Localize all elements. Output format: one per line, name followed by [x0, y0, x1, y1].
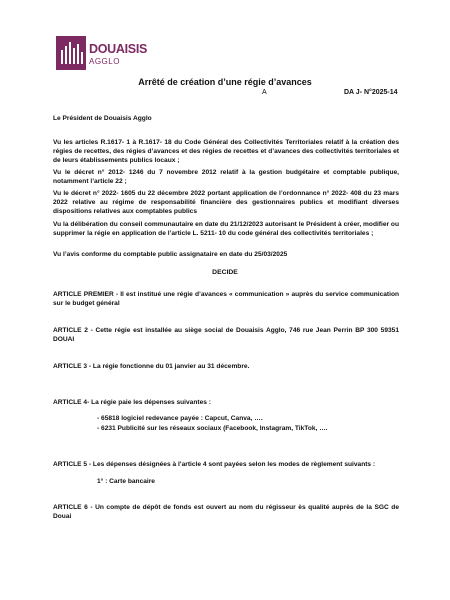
logo-subtitle: AGGLO [89, 57, 120, 66]
article-premier: ARTICLE PREMIER - Il est institué une régie d’avances « communication » auprès du service communication sur le budget général [53, 291, 399, 307]
list-item: 1° : Carte bancaire [97, 478, 155, 485]
reference-prefix: A [262, 89, 267, 96]
article-2: ARTICLE 2 - Cette régie est installée au siège social de Douaisis Agglo, 746 rue Jean Perrin BP 300 59351 DOUAI [53, 327, 399, 343]
vu-avis-comptable: Vu l’avis conforme du comptable public assignataire en date du 25/03/2025 [53, 251, 288, 258]
list-item: - 6231 Publicité sur les réseaux sociaux (Facebook, Instagram, TikTok, …. [97, 425, 328, 432]
douaisis-agglo-logo [56, 36, 148, 70]
vu-articles-cgct: Vu les articles R.1617- 1 à R.1617- 18 du Code Général des Collectivités Territoriales relatif à la création des régies de recettes, des régies d’avances et des régies de recettes et d’avances des collectivités territoriales et de leurs établissements publics locaux ; [53, 139, 399, 164]
list-item: - 65818 logiciel redevance payée : Capcut, Canva, …. [97, 415, 263, 422]
vu-decret-2022: Vu le décret n° 2022- 1605 du 22 décembre 2022 portant application de l’ordonnance n° 2022- 408 du 23 mars 2022 relative au régime de responsabilité financière des gestionnaires publics et modifiant diverses dispositions relatives aux comptables publics [53, 190, 399, 215]
document-title: Arrêté de création d’une régie d’avances [138, 77, 312, 87]
decide-heading: DECIDE [212, 269, 238, 276]
logo-name: DOUAISIS [89, 42, 148, 56]
vu-deliberation: Vu la délibération du conseil communautaire en date du 21/12/2023 autorisant le Président à créer, modifier ou supprimer la régie en application de l’article L. 5211- 10 du code général des collectivités territoriales ; [53, 221, 399, 237]
article-4: ARTICLE 4- La régie paie les dépenses suivantes : [53, 399, 211, 406]
article-6: ARTICLE 6 - Un compte de dépôt de fonds est ouvert au nom du régisseur ès qualité auprès de la SGC de Douai [53, 504, 399, 520]
president-line: Le Président de Douaisis Agglo [53, 115, 152, 122]
logo-mark-icon [56, 36, 86, 70]
reference-number: DA J- N°2025-14 [344, 89, 398, 96]
article-3: ARTICLE 3 - La régie fonctionne du 01 janvier au 31 décembre. [53, 363, 250, 370]
vu-decret-2012: Vu le décret n° 2012- 1246 du 7 novembre 2012 relatif à la gestion budgétaire et comptable publique, notamment l’article 22 ; [53, 169, 399, 185]
article-5: ARTICLE 5 - Les dépenses désignées à l’article 4 sont payées selon les modes de règlement suivants : [53, 461, 376, 468]
